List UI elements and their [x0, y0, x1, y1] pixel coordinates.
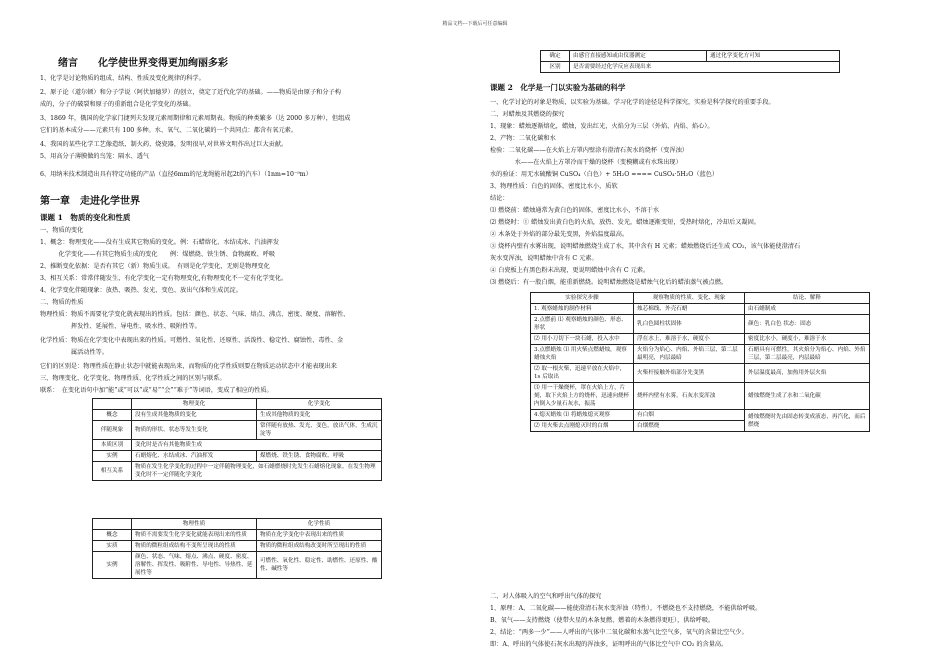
table-cell: 实例	[93, 451, 132, 462]
table-header	[93, 519, 132, 530]
page-header: 精品文档---下载后可任意编辑	[442, 21, 508, 27]
lesson-line: 3、物理性质：白色的固体，密度比水小，质软	[490, 183, 618, 190]
table-cell: ⑵ 用小刀切下一块石蜡，投入水中	[531, 334, 634, 345]
lesson-title: 课题 1 物质的变化和性质	[40, 213, 131, 222]
step-group: 3.点燃蜡烛	[534, 347, 562, 353]
lesson-line: 3、相互关系：常常伴随发生，有化学变化一定有物理变化,有物理变化不一定有化学变化。	[40, 275, 288, 282]
lesson-line: 结论：	[490, 195, 509, 202]
table-cell	[531, 410, 634, 421]
table-cell: 相互关系	[93, 462, 132, 481]
table-row	[93, 440, 382, 451]
lesson-line: B、氧气——支持燃烧（使带火星的木条复燃、燃着的木条燃得更旺），供给呼吸。	[490, 617, 715, 624]
lesson-line: 1、概念：物理变化——没有生成其它物质的变化。例：石蜡熔化、水结成冰、汽油挥发	[40, 239, 280, 246]
table-cell: 烛芯棉线、外壳石蜡	[634, 304, 745, 315]
table-row	[93, 451, 382, 462]
table-cell: 蜡烛燃烧时先由固态转变成液态，再汽化，而后燃烧	[745, 410, 870, 432]
table-cell: 物质不需要发生化学变化就能表现出来的性质	[132, 530, 257, 541]
intro-line: 6、用纳米技术制造出具有特定功能的产品（直径6mm的尼龙绳能吊起2t的汽车）（1nm=10⁻⁹m）	[40, 171, 312, 178]
table-cell: ⑵ 取一根火柴，迅速平放在火焰中，1s 后取出	[531, 364, 634, 383]
property-continuation-table	[540, 50, 840, 73]
lesson-line: 物理性质：物质不需要化学变化就表现出的性质。包括：颜色、状态、气味、熔点、沸点、密度、硬度、溶解性、	[40, 311, 350, 318]
table-cell: 颜色、状态、气味、熔点、沸点、硬度、密度、溶解性、挥发性、吸附性、导电性、导热性、延展性等	[132, 552, 257, 579]
table-header	[93, 399, 132, 410]
step-detail: ⑴ 观察蜡烛的颜色、形态、形状	[534, 317, 627, 331]
intro-title: 绪言 化学使世界变得更加绚丽多彩	[58, 58, 228, 69]
table-cell: 没有生成其他物质的变化	[132, 410, 257, 421]
lesson-line: 一、化学讨论的对象是物质，以实验为基础。学习化学的途径是科学探究，实验是科学探究的重要手段。	[490, 99, 775, 106]
candle-experiment-table	[530, 292, 870, 432]
lesson-line: 三、物理变化、化学变化、物理性质、化学性质之间的区别与联系。	[40, 375, 226, 382]
lesson-line: 二、对人体吸入的空气和呼出气体的探究	[490, 593, 602, 600]
table-cell: ⑶ 用一干燥烧杯，罩在火焰上方，片刻，取下火焰上方的烧杯，迅速向烧杯内倒入少量石灰水，振荡	[531, 383, 634, 410]
lesson-line: 二、物质的性质	[40, 299, 84, 306]
property-comparison-table	[92, 518, 382, 579]
table-cell: 1. 观察蜡烛的制作材料	[531, 304, 634, 315]
lesson-title: 课题 2 化学是一门以实验为基础的科学	[490, 83, 626, 92]
table-cell: 蜡烛燃烧生成了水和二氧化碳	[745, 383, 870, 410]
table-header: 物理变化	[132, 399, 257, 410]
table-cell: 外层温度最高，加热用外层火焰	[745, 364, 870, 383]
table-row	[531, 334, 870, 345]
table-cell: 物质的微粒组成结构不变所呈现出的性质	[132, 541, 257, 552]
lesson-line: 化学变化——有其它物质生成的变化 例：煤燃烧、铁生锈、食物腐败、呼吸	[40, 251, 276, 258]
table-header: 化学变化	[257, 399, 382, 410]
table-row	[541, 62, 840, 73]
table-row	[531, 383, 870, 410]
lesson-line: ⑵ 燃烧时：① 蜡烛发出黄白色的火焰，放热、发光，蜡烛逐渐变短，受热时熔化，冷却后又凝固。	[490, 219, 760, 226]
table-row	[93, 462, 382, 481]
table-row	[541, 51, 840, 62]
table-cell: 由石蜡制成	[745, 304, 870, 315]
lesson-line: 2、产物：二氧化碳和水	[490, 135, 556, 142]
table-cell: 伴随现象	[93, 421, 132, 440]
lesson-line: 挥发性、延展性、导电性、吸水性、吸附性等。	[40, 323, 201, 330]
table-cell: 物质的微粒组成结构改变时所呈现出的性质	[257, 541, 382, 552]
lesson-line: 4、化学变化伴随现象：放热、吸热、发光、变色、放出气体和生成沉淀。	[40, 287, 242, 294]
table-cell: 生成其他物质的变化	[257, 410, 382, 421]
table-cell: 由感官直接感知或由仪器测定	[570, 51, 707, 62]
table-cell: 可燃性、氧化性、稳定性、助燃性、还原性、酸性、碱性等	[257, 552, 382, 579]
table-cell: 实质	[93, 541, 132, 552]
table-cell: 石蜡熔化、水结成冰、汽油挥发	[132, 451, 257, 462]
intro-line: 5、用高分子薄膜做的鸟笼：隔水、透气	[40, 153, 150, 160]
table-cell: 区别	[541, 62, 570, 73]
table-cell: 煤燃烧、铁生锈、食物腐败、呼吸	[257, 451, 382, 462]
table-cell: 通过化学变化方可知	[707, 51, 840, 62]
table-cell: 颜色：乳白色 状态：固态	[745, 315, 870, 334]
table-cell: 火焰分为焰心、内焰、外焰三层，第二层最明亮，内层最暗	[634, 345, 745, 364]
table-cell: 确定	[541, 51, 570, 62]
lesson-line: ⑶ 燃烧后：有一股白烟，能重新燃烧。说明蜡烛燃烧是蜡烛气化后的蜡油蒸气被点燃。	[490, 279, 728, 286]
table-cell: 概念	[93, 410, 132, 421]
table-cell: 实例	[93, 552, 132, 579]
table-cell: 密度比水小，硬度小，难溶于水	[745, 334, 870, 345]
step-group: 2.点燃前	[534, 317, 557, 323]
lesson-line: 2、推断变化依据：是否有其它（新）物质生成。 有则是化学变化，无则是物理变化	[40, 263, 270, 270]
lesson-line: 即：A、呼出的气体使石灰水出现的浑浊多，证明呼出的气体比空气中 CO₂ 的含量高。	[490, 641, 728, 648]
intro-line: 3、1869 年，俄国的化学家门捷列夫发现元素周期律和元素周期表。物质的种类繁多（达 2000 多万种），但组成	[40, 115, 351, 122]
intro-line: 成的，分子的破裂和原子的重新组合是化学变化的基础。	[40, 101, 195, 108]
table-cell: 烧杯内壁有水雾，石灰水变浑浊	[634, 383, 745, 410]
table-cell: 概念	[93, 530, 132, 541]
change-comparison-table	[92, 398, 382, 481]
lesson-line: ⑴ 燃烧前：蜡烛通常为黄白色的固体，密度比水小，不溶于水	[490, 207, 660, 214]
table-row	[93, 421, 382, 440]
table-cell: 是否需要经过化学反应表现出来	[570, 62, 840, 73]
step-detail: ⑴ 将蜡烛熄灭观察	[563, 412, 611, 418]
table-row	[93, 530, 382, 541]
intro-line: 4、我国的某些化学工艺像造纸、制火药、烧瓷器，发明很早,对世界文明作出过巨大贡献。	[40, 141, 288, 148]
table-header: 结论、解释	[745, 293, 870, 304]
lesson-line: 2、结论：“两多一少”——人呼出的气体中二氧化碳和水蒸气比空气多，氧气的含量比空气少。	[490, 629, 748, 636]
intro-line: 它们的基本成分——元素只有 100 多种。水、氧气、二氧化碳的一个共同点：都含有氧元素。	[40, 127, 298, 134]
table-cell	[531, 345, 634, 364]
intro-line: 2、原子论（道尔顿）和分子学说（阿伏加德罗）的创立，奠定了近代化学的基础。——物质是由原子和分子构	[40, 89, 341, 96]
table-cell: 变化时是否有其他物质生成	[132, 440, 382, 451]
step-group: 4.熄灭蜡烛	[534, 412, 562, 418]
table-row	[531, 364, 870, 383]
step-detail: ⑴ 用火柴点燃蜡烛，观察蜡烛火焰	[534, 347, 627, 361]
table-row	[93, 552, 382, 579]
lesson-line: 灰水变浑浊，说明蜡烛中含有 C 元素。	[490, 255, 598, 262]
table-header: 物理性质	[132, 519, 257, 530]
table-row	[93, 410, 382, 421]
table-cell: 白烟燃烧	[634, 421, 745, 432]
table-header: 观察物质的性质、变化、现象	[634, 293, 745, 304]
lesson-line: 化学性质：物质在化学变化中表现出来的性质。可燃性、氧化性、还原性、活泼性、稳定性、腐蚀性、毒性、金	[40, 337, 344, 344]
lesson-line: 二、对蜡烛及其燃烧的探究	[490, 111, 565, 118]
table-cell: 火柴杆接触外焰部分先变黑	[634, 364, 745, 383]
lesson-line: 1、原理：A、二氧化碳——能使澄清石灰水变浑浊（特性），不燃烧也不支持燃烧，不能供给呼吸。	[490, 605, 762, 612]
table-cell	[531, 315, 634, 334]
lesson-line: 1、现象：蜡烛逐渐熔化，蜡烛，发出红光，火焰分为三层（外焰、内焰、焰心）。	[490, 123, 714, 130]
lesson-line: 水——在火焰上方罩冷而干燥的烧杯（变模糊或有水珠出现）	[490, 159, 682, 166]
lesson-line: 水的验证：用无水硫酸铜 CuSO₄（白色）+ 5H₂O ==== CuSO₄·5H₂O（蓝色）	[490, 171, 719, 178]
chapter-title: 第一章 走进化学世界	[40, 196, 140, 207]
lesson-line: 它们的区别是：物理性质在静止状态中就能表现出来，而物质的化学性质则要在物质运动状态中才能表现出来	[40, 363, 337, 370]
table-header: 化学性质	[257, 519, 382, 530]
table-cell: 浮在水上，难溶于水，硬度小	[634, 334, 745, 345]
lesson-line: ④ 白瓷板上有黑色粉末出现，更说明蜡烛中含有 C 元素。	[490, 267, 650, 274]
lesson-line: 一、物质的变化	[40, 227, 84, 234]
table-cell: 石蜡具有可燃性，其火焰分为焰心、内焰、外焰三层，第二层最亮，内层最暗	[745, 345, 870, 364]
lesson-line: 联系： 在变化语句中加“能”或“可以”或“易”“会”“难于”等词语，变成了相应的性质。	[40, 387, 273, 394]
table-cell: 本质区别	[93, 440, 132, 451]
table-cell: 物质在化学变化中表现出来的性质	[257, 530, 382, 541]
table-row	[93, 541, 382, 552]
intro-line: 1、化学是讨论物质的组成、结构、性质及变化规律的科学。	[40, 75, 205, 82]
lesson-line: ② 木条处于外焰的部分最先变黑，外焰温度最高。	[490, 231, 629, 238]
table-cell: 物质在发生化学变化的过程中一定伴随物理变化，如石蜡燃烧时先发生石蜡熔化现象。在发生物理变化时不一定伴随化学变化	[132, 462, 382, 481]
table-cell: 常伴随有放热、发光、变色，放出气体，生成沉淀等	[257, 421, 382, 440]
table-row	[531, 345, 870, 364]
lesson-line: 属活动性等。	[40, 349, 109, 356]
table-cell: 有白烟	[634, 410, 745, 421]
table-row	[531, 315, 870, 334]
table-cell: 物质的形状、状态等发生变化	[132, 421, 257, 440]
table-row	[531, 410, 870, 421]
table-cell: ⑵ 用火柴去点刚熄灭时的白烟	[531, 421, 634, 432]
lesson-line: ③ 烧杯内壁有水雾出现，说明蜡烛燃烧生成了水，其中含有 H 元素；蜡烛燃烧后还生成 CO₂，该气体能使澄清石	[490, 243, 801, 250]
table-header: 实验探究步骤	[531, 293, 634, 304]
lesson-line: 检验：二氧化碳——在火焰上方罩内壁涂有澄清石灰水的烧杯（变浑浊）	[490, 147, 688, 154]
table-cell: 乳白色圆柱状固体	[634, 315, 745, 334]
table-row	[531, 304, 870, 315]
